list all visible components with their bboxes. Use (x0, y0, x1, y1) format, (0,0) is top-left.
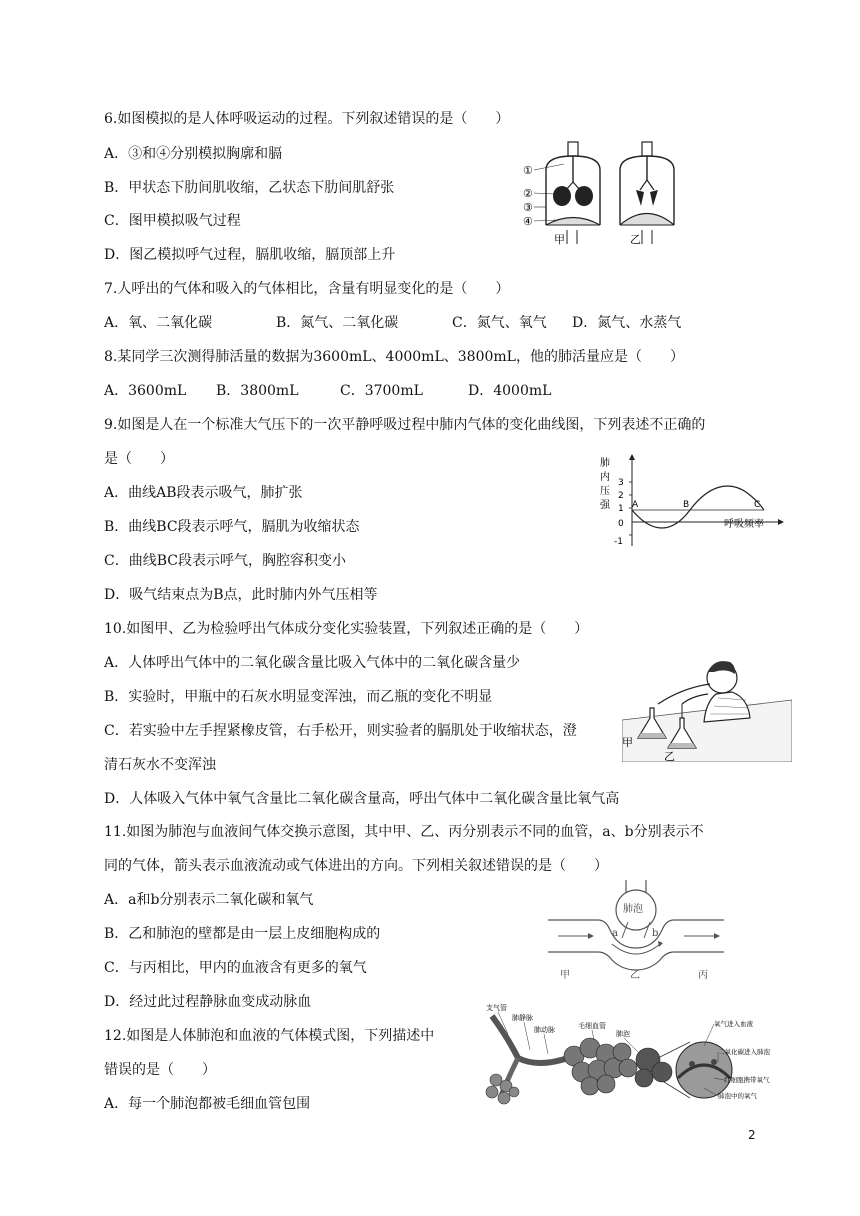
q10-stem: 10.如图甲、乙为检验呼出气体成分变化实验装置，下列叙述正确的是（ ） (104, 621, 589, 637)
label-2: ② (523, 187, 533, 200)
q10-option-d: D．人体吸入气体中氧气含量比二氧化碳含量高，呼出气体中二氧化碳含量比氧气高 (104, 791, 620, 807)
q7-option-b: B．氮气、二氧化碳 (276, 315, 399, 331)
q9-option-c: C．曲线BC段表示呼气，胸腔容积变小 (104, 553, 346, 569)
q9-pressure-chart (596, 452, 796, 552)
q8-stem: 8.某同学三次测得肺活量的数据为3600mL、4000mL、3800mL，他的肺活量应是（ ） (104, 349, 684, 365)
jar-label-right: 乙 (630, 233, 641, 246)
vessel-yi: 乙 (630, 970, 640, 980)
q7-stem: 7.人呼出的气体和吸入的气体相比，含量有明显变化的是（ ） (104, 281, 510, 297)
q10-option-b: B．实验时，甲瓶中的石灰水明显变浑浊，而乙瓶的变化不明显 (104, 689, 493, 705)
label-alveolus: 肺泡 (616, 1030, 630, 1038)
ytick-3: 3 (618, 478, 624, 488)
q8-option-b: B．3800mL (216, 383, 299, 399)
label-co2-into-alveolus: 二氧化碳进入肺泡 (718, 1048, 770, 1056)
label-bronchus: 支气管 (486, 1004, 507, 1012)
jar-label-left: 甲 (554, 233, 565, 246)
q11-option-a: A．a和b分别表示二氧化碳和氧气 (104, 892, 314, 908)
q12-option-a: A．每一个肺泡都被毛细血管包围 (104, 1096, 311, 1112)
label-1: ① (523, 164, 533, 177)
ylabel-char-2: 内 (600, 472, 610, 483)
ytick-1: 1 (618, 504, 624, 514)
point-a: A (632, 500, 639, 510)
q10-option-a: A．人体呼出气体中的二氧化碳含量比吸入气体中的二氧化碳含量少 (104, 655, 521, 671)
point-c: C (754, 500, 761, 510)
q8-option-d: D．4000mL (468, 383, 552, 399)
q9-stem-line1: 9.如图是人在一个标准大气压下的一次平静呼吸过程中肺内气体的变化曲线图，下列表述不正确的 (104, 417, 706, 433)
flask-label-left: 甲 (622, 736, 633, 749)
ytick-neg1: -1 (614, 537, 623, 547)
q11-stem-line1: 11.如图为肺泡与血液间气体交换示意图，其中甲、乙、丙分别表示不同的血管，a、b分别表示不 (104, 824, 704, 840)
q11-option-b: B．乙和肺泡的壁都是由一层上皮细胞构成的 (104, 926, 381, 942)
q9-stem-line2: 是（ ） (104, 451, 174, 467)
q9-option-a: A．曲线AB段表示吸气，肺扩张 (104, 485, 303, 501)
q6-option-b: B．甲状态下肋间肌收缩，乙状态下肋间肌舒张 (104, 180, 395, 196)
label-oxygen-into-blood: 氧气进入血液 (714, 1020, 753, 1028)
gas-a-label: a (612, 928, 618, 939)
q12-stem-line1: 12.如图是人体肺泡和血液的气体模式图，下列描述中 (104, 1028, 435, 1044)
label-oxygen-in-alveolus: 肺泡中的氧气 (718, 1092, 757, 1100)
q11-option-c: C．与丙相比，甲内的血液含有更多的氧气 (104, 960, 367, 976)
vessel-jia: 甲 (560, 970, 570, 980)
page-number: 2 (748, 1128, 756, 1142)
q6-option-d: D．图乙模拟呼气过程，膈肌收缩，膈顶部上升 (104, 247, 396, 263)
ytick-0: 0 (618, 519, 624, 529)
q6-option-a: A．③和④分别模拟胸廓和膈 (104, 146, 283, 162)
q7-option-a: A．氧、二氧化碳 (104, 315, 213, 331)
xlabel: 呼吸频率 (724, 519, 764, 530)
flask-label-right: 乙 (664, 750, 675, 762)
q7-option-d: D．氮气、水蒸气 (572, 315, 682, 331)
q11-stem-line2: 同的气体，箭头表示血液流动或气体进出的方向。下列相关叙述错误的是（ ） (104, 858, 608, 874)
ylabel-char-4: 强 (600, 500, 610, 511)
label-capillary: 毛细血管 (578, 1022, 606, 1030)
label-rbc-carry-oxygen: 红细胞携带氧气 (724, 1076, 770, 1084)
ytick-2: 2 (618, 491, 624, 501)
q9-option-b: B．曲线BC段表示呼气，膈肌为收缩状态 (104, 519, 360, 535)
vessel-bing: 丙 (698, 970, 708, 980)
gas-b-label: b (652, 928, 659, 939)
label-pulmonary-artery: 肺动脉 (534, 1026, 555, 1034)
ylabel-char-1: 肺 (600, 458, 610, 469)
q12-stem-line2: 错误的是（ ） (104, 1062, 216, 1078)
q8-option-c: C．3700mL (340, 383, 423, 399)
q11-option-d: D．经过此过程静脉血变成动脉血 (104, 994, 312, 1010)
label-3: ③ (523, 201, 533, 214)
ylabel-char-3: 压 (600, 486, 610, 497)
q8-option-a: A．3600mL (104, 383, 187, 399)
q9-option-d: D．吸气结束点为B点，此时肺内外气压相等 (104, 587, 378, 603)
q7-option-c: C．氮气、氧气 (452, 315, 547, 331)
q11-gas-exchange-figure (548, 880, 724, 980)
q6-stem: 6.如图模拟的是人体呼吸运动的过程。下列叙述错误的是（ ） (104, 111, 510, 127)
q6-bell-jar-figure (520, 140, 690, 255)
label-4: ④ (523, 215, 533, 228)
q10-flask-experiment-figure (622, 650, 792, 762)
q10-option-c1: C．若实验中左手捏紧橡皮管，右手松开，则实验者的膈肌处于收缩状态，澄 (104, 723, 577, 739)
q6-option-c: C．图甲模拟吸气过程 (104, 213, 241, 229)
point-b: B (683, 500, 690, 510)
alveolus-label: 肺泡 (623, 904, 643, 915)
q10-option-c2: 清石灰水不变浑浊 (104, 757, 216, 773)
label-pulmonary-vein: 肺静脉 (512, 1014, 533, 1022)
q12-alveoli-figure (478, 998, 780, 1110)
